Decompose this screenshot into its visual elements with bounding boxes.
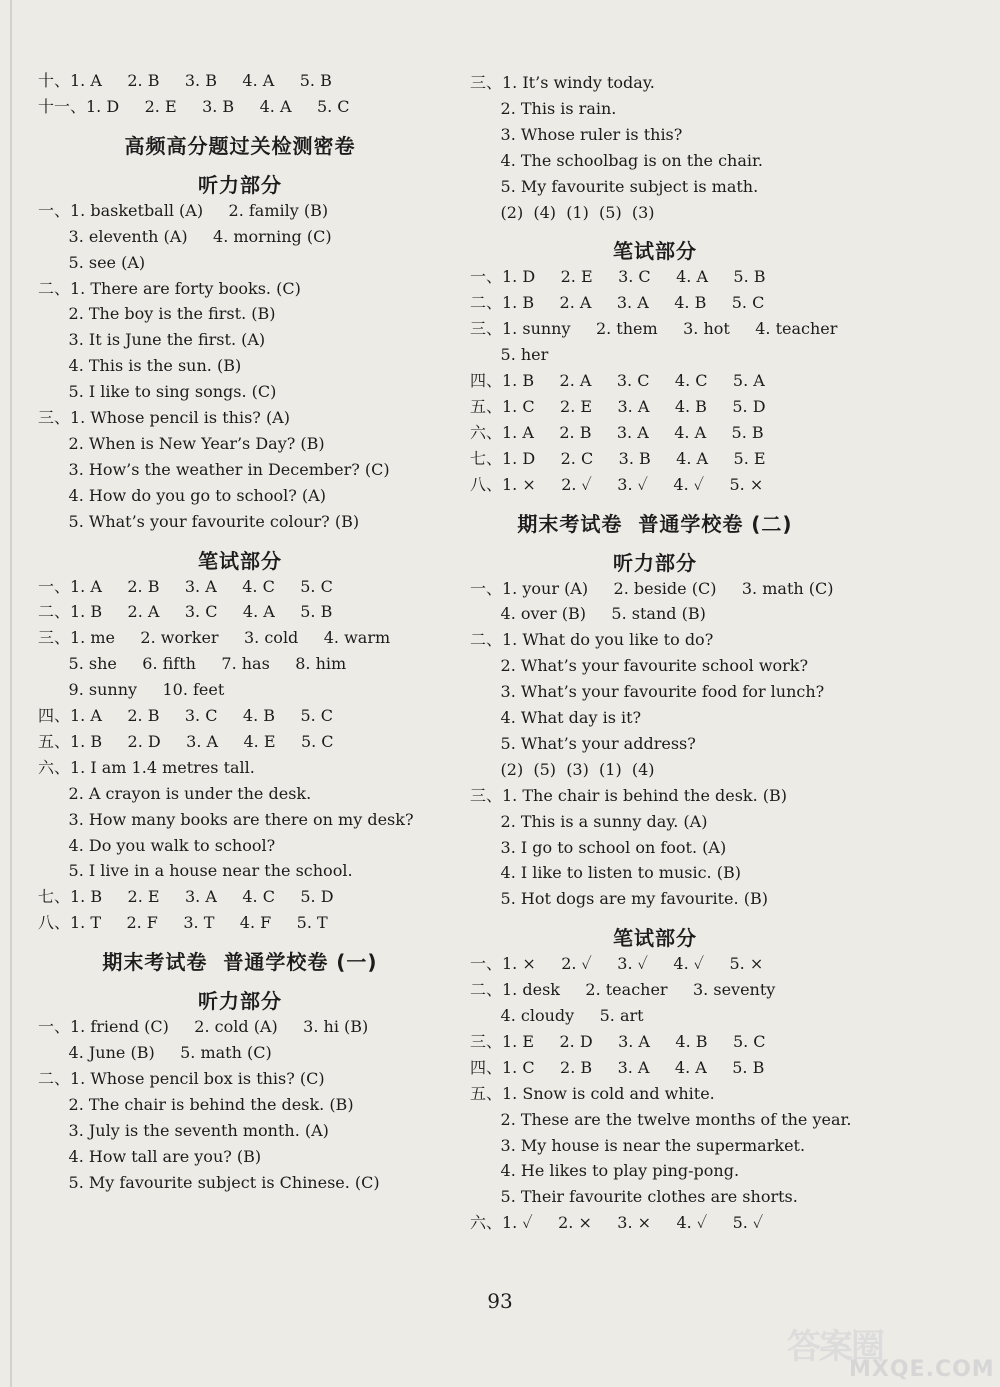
answer-line: 三、1. It’s windy today. — [470, 73, 655, 92]
answer-line: 六、1. I am 1.4 metres tall. — [38, 757, 255, 777]
answer-line: 5. she 6. fifth 7. has 8. him — [38, 654, 347, 674]
answer-line: 4. I like to listen to music. (B) — [470, 863, 741, 883]
answer-line: 四、1. C 2. B 3. A 4. A 5. B — [470, 1057, 765, 1077]
answer-line: 9. sunny 10. feet — [38, 680, 225, 700]
answer-line: 十、1. A 2. B 3. B 4. A 5. B — [38, 71, 332, 90]
answer-line: 4. The schoolbag is on the chair. — [470, 150, 763, 170]
watermark-logo: 答案圈 — [787, 1327, 883, 1367]
answer-line: 4. How tall are you? (B) — [38, 1146, 262, 1166]
answer-line: 一、1. A 2. B 3. A 4. C 5. C — [38, 576, 333, 596]
answer-line: 4. He likes to play ping-pong. — [470, 1161, 740, 1181]
answer-line: 一、1. × 2. ✓ 3. ✓ 4. ✓ 5. × — [470, 954, 764, 974]
section-heading: 听力部分 — [198, 172, 282, 197]
answer-line: 七、1. B 2. E 3. A 4. C 5. D — [38, 887, 334, 907]
answer-line: 一、1. basketball (A) 2. family (B) — [38, 200, 329, 220]
answer-line: 3. I go to school on foot. (A) — [470, 837, 727, 857]
answer-line: 二、1. B 2. A 3. C 4. A 5. B — [38, 602, 333, 622]
answer-line: 5. My favourite subject is Chinese. (C) — [38, 1172, 380, 1192]
answer-line: 5. I live in a house near the school. — [38, 861, 353, 881]
section-heading: 听力部分 — [198, 989, 282, 1014]
section-heading: 听力部分 — [613, 550, 697, 575]
answer-line: 2. This is rain. — [470, 98, 617, 118]
answer-line: 一、1. friend (C) 2. cold (A) 3. hi (B) — [38, 1017, 369, 1037]
answer-line: 3. July is the seventh month. (A) — [38, 1120, 329, 1140]
answer-line: 4. cloudy 5. art — [470, 1006, 644, 1025]
answer-line: 四、1. B 2. A 3. C 4. C 5. A — [470, 371, 765, 390]
answer-line: 5. What’s your favourite colour? (B) — [38, 511, 360, 531]
answer-line: 5. I like to sing songs. (C) — [38, 382, 277, 402]
section-heading: 期末考试卷 普通学校卷 (二) — [517, 511, 793, 536]
answer-line: 八、1. T 2. F 3. T 4. F 5. T — [38, 913, 328, 933]
answer-line: 3. What’s your favourite food for lunch? — [470, 682, 825, 702]
answer-line: 2. These are the twelve months of the year. — [470, 1109, 852, 1129]
answer-line: 3. Whose ruler is this? — [470, 124, 683, 144]
answer-line: 5. her — [470, 345, 549, 365]
answer-line: 四、1. A 2. B 3. C 4. B 5. C — [38, 706, 334, 725]
answer-line: 4. June (B) 5. math (C) — [38, 1043, 272, 1062]
section-heading: 高频高分题过关检测密卷 — [124, 133, 356, 158]
answer-line: 4. This is the sun. (B) — [38, 356, 242, 376]
answer-line: 十一、1. D 2. E 3. B 4. A 5. C — [38, 96, 350, 116]
answer-line: 4. Do you walk to school? — [38, 835, 276, 855]
section-heading: 笔试部分 — [613, 926, 697, 951]
answer-line: 5. My favourite subject is math. — [470, 176, 759, 196]
answer-line: 3. How’s the weather in December? (C) — [38, 459, 390, 479]
answer-line: 二、1. B 2. A 3. A 4. B 5. C — [470, 293, 765, 313]
answer-line: 五、1. C 2. E 3. A 4. B 5. D — [470, 396, 766, 416]
answer-line: 三、1. me 2. worker 3. cold 4. warm — [38, 628, 391, 648]
answer-line: 五、1. B 2. D 3. A 4. E 5. C — [38, 731, 334, 751]
answer-line: 三、1. Whose pencil is this? (A) — [38, 408, 290, 427]
answer-line: 八、1. × 2. ✓ 3. ✓ 4. ✓ 5. × — [470, 474, 764, 494]
page-number: 93 — [487, 1289, 513, 1313]
answer-line: 4. over (B) 5. stand (B) — [470, 604, 706, 624]
binding-margin-line — [10, 0, 12, 1387]
section-heading: 笔试部分 — [198, 548, 282, 573]
answer-line: 三、1. The chair is behind the desk. (B) — [470, 785, 788, 805]
section-heading: 笔试部分 — [613, 239, 697, 264]
watermark-url: MXQE.COM — [849, 1357, 995, 1382]
answer-line: 六、1. A 2. B 3. A 4. A 5. B — [470, 422, 764, 442]
answer-line: 三、1. sunny 2. them 3. hot 4. teacher — [470, 319, 838, 339]
answer-line: 五、1. Snow is cold and white. — [470, 1083, 715, 1103]
answer-line: 3. It is June the first. (A) — [38, 330, 266, 350]
answer-line: 六、1. ✓ 2. × 3. × 4. ✓ 5. ✓ — [470, 1213, 764, 1233]
answer-line: 2. When is New Year’s Day? (B) — [38, 433, 325, 453]
answer-line: 3. My house is near the supermarket. — [470, 1135, 806, 1155]
answer-line: 三、1. E 2. D 3. A 4. B 5. C — [470, 1031, 766, 1051]
watermark-stamp — [787, 1319, 995, 1382]
answer-line: 2. A crayon is under the desk. — [38, 783, 312, 803]
answer-line: 3. eleventh (A) 4. morning (C) — [38, 226, 332, 246]
answer-line: 2. This is a sunny day. (A) — [470, 811, 708, 831]
answer-line: 5. Hot dogs are my favourite. (B) — [470, 889, 768, 909]
answer-line: 2. What’s your favourite school work? — [470, 656, 809, 676]
section-heading: 期末考试卷 普通学校卷 (一) — [102, 950, 378, 975]
answer-line: 七、1. D 2. C 3. B 4. A 5. E — [470, 448, 766, 468]
answer-line: 二、1. There are forty books. (C) — [38, 278, 301, 298]
answer-line: 5. see (A) — [38, 252, 146, 272]
answer-line: 二、1. Whose pencil box is this? (C) — [38, 1068, 325, 1088]
answer-line: (2) (5) (3) (1) (4) — [470, 759, 655, 779]
answer-line: 3. How many books are there on my desk? — [38, 809, 414, 829]
answer-line: 一、1. your (A) 2. beside (C) 3. math (C) — [470, 578, 834, 598]
answer-line: 5. What’s your address? — [470, 733, 696, 753]
answer-line: 二、1. desk 2. teacher 3. seventy — [470, 980, 776, 1000]
answer-line: 4. How do you go to school? (A) — [38, 485, 326, 505]
answer-line: 2. The boy is the first. (B) — [38, 304, 276, 324]
answer-line: (2) (4) (1) (5) (3) — [470, 202, 655, 222]
answer-line: 一、1. D 2. E 3. C 4. A 5. B — [470, 267, 766, 287]
answer-line: 4. What day is it? — [470, 708, 642, 727]
answer-line: 2. The chair is behind the desk. (B) — [38, 1094, 354, 1114]
answer-line: 二、1. What do you like to do? — [470, 630, 714, 650]
answer-line: 5. Their favourite clothes are shorts. — [470, 1187, 798, 1207]
